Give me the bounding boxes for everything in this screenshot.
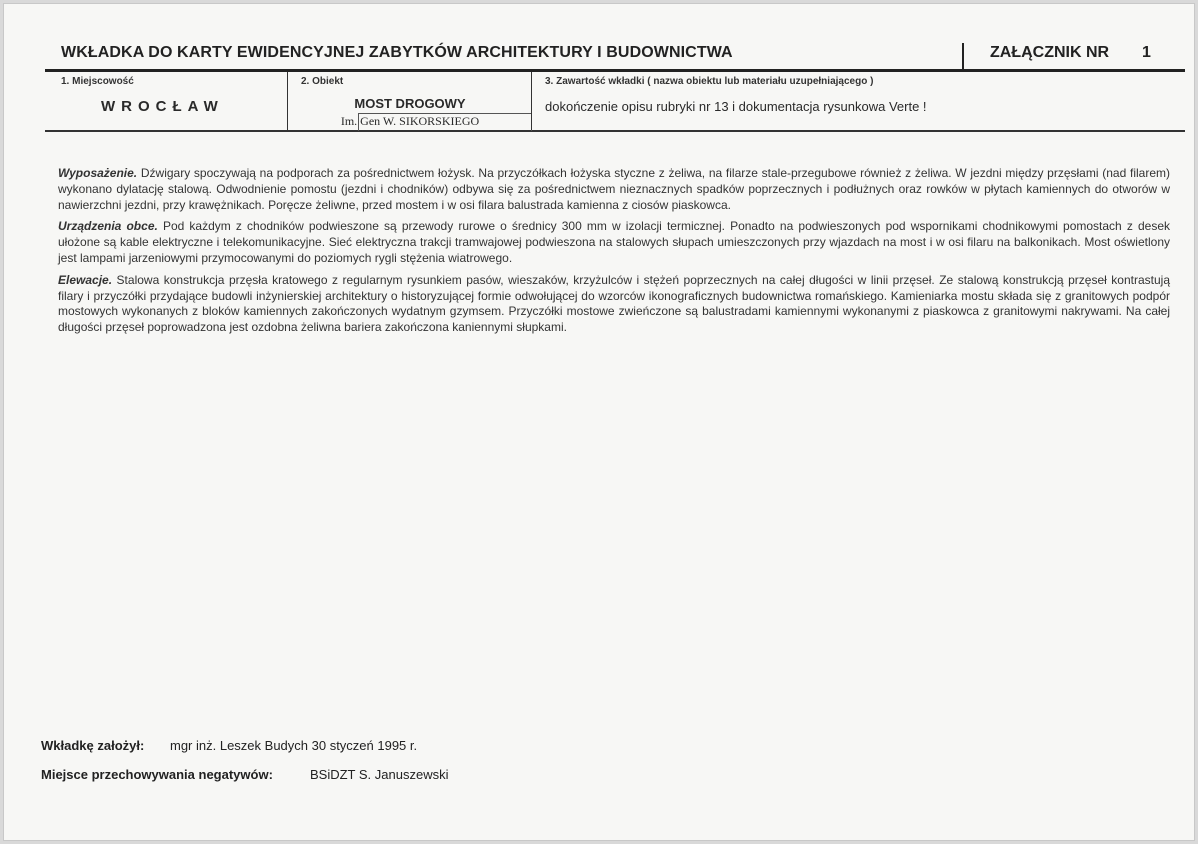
negatives-value: BSiDZT S. Januszewski <box>310 767 449 782</box>
card-title: WKŁADKA DO KARTY EWIDENCYJNEJ ZABYTKÓW ARCHITEKTURY I BUDOWNICTWA <box>61 44 733 61</box>
author-label: Wkładkę założył: <box>41 738 145 753</box>
field-divider <box>287 72 288 130</box>
place-label: 1. Miejscowość <box>61 76 134 87</box>
section-heading: Elewacje. <box>58 272 113 287</box>
record-card <box>3 3 1195 841</box>
section-text: Stalowa konstrukcja przęsła kratowego z regularnym rysunkiem pasów, wieszaków, krzyżulców i stężeń poprzecznych na całej długości w linii przęseł. Ze stalową konstrukcją przęseł kontrastują filary i przyczółki przydające budowli inżynierskiej architektury o historyzującej formie odwołującej do wzorców ikonograficznych budownictwa romańskiego. Kamieniarka mostu składa się z granitowych podpór mostowych wykonanych z bloków kamiennych zakończonych wydatnym gzymsem. Przyczółki mostowe zwieńczone są balustradami kamiennymi wykonanymi z piaskowca z granitowymi nakrywami. Na całej długości przęseł poprowadzona jest ozdobna żeliwna bariera zakończona kaniennymi słupkami. <box>58 272 1170 335</box>
header-divider <box>962 43 964 71</box>
negatives-label: Miejsce przechowywania negatywów: <box>41 767 273 782</box>
section-utilities <box>58 219 1170 266</box>
object-label: 2. Obiekt <box>301 76 344 87</box>
section-text: Pod każdym z chodników podwieszone są przewody rurowe o średnicy 300 mm w izolacji termicznej. Ponadto na podwieszonych pod wspornikami chodnikowymi pomostach z desek ułożone są kable elektryczne i telekomunikacyjne. Sieć elektryczna trakcji tramwajowej podwieszona na stalowych słupach umieszczonych przy wjazdach na most i w osi filaru na balkonikach. Most oświetlony jest lampami jarzeniowymi przymocowanymi do poziomych rygli stężenia wiatrowego. <box>58 219 1170 265</box>
fields-row <box>45 72 1185 132</box>
section-equipment <box>58 166 1170 213</box>
object-name: MOST DROGOWY <box>354 96 466 111</box>
content-value: dokończenie opisu rubryki nr 13 i dokumentacja rysunkowa Verte ! <box>545 99 927 114</box>
field-divider <box>531 72 532 130</box>
section-text: Dźwigary spoczywają na podporach za pośrednictwem łożysk. Na przyczółkach łożyska styczne z żeliwa, na filarze stale-przegubowe również z żeliwa. W jezdni między przęsłami (nad filarem) wykonano dylatację stalową. Odwodnienie pomostu (jezdni i chodników) odbywa się za pośrednictwem nieznacznych spadków poprzecznych i podłużnych oraz rowków w płytach kamiennych do otworów w nawierzchni jezdni, przy krawężnikach. Poręcze żeliwne, przed mostem i w osi filara balustrada kamienna z ciosów piaskowca. <box>58 166 1170 212</box>
object-subtitle: Im. Gen W. SIKORSKIEGO <box>340 114 480 128</box>
section-elevations <box>58 273 1170 336</box>
description-body <box>58 166 1170 342</box>
section-heading: Wyposażenie. <box>58 166 138 180</box>
section-heading: Urządzenia obce. <box>58 219 158 234</box>
card-header <box>45 41 1185 72</box>
place-value: WROCŁAW <box>101 98 224 115</box>
content-label: 3. Zawartość wkładki ( nazwa obiektu lub materiału uzupełniającego ) <box>545 76 874 87</box>
attachment-label: ZAŁĄCZNIK NR <box>990 44 1110 61</box>
author-value: mgr inż. Leszek Budych 30 styczeń 1995 r. <box>170 738 418 753</box>
attachment-number: 1 <box>1142 44 1151 61</box>
